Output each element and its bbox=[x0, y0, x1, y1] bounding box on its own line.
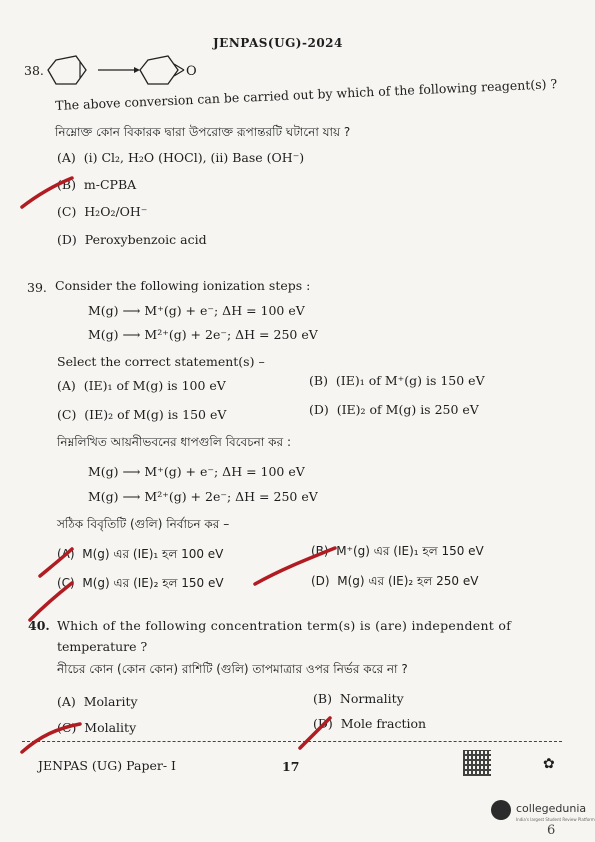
q39-option-d-label: (D) bbox=[309, 402, 329, 417]
q39-option-d-bn-text: M(g) এর (IE)₂ হল 250 eV bbox=[337, 574, 479, 588]
q39-option-b-bn-label: (B) bbox=[311, 544, 329, 558]
q39-option-b-text: (IE)₁ of M⁺(g) is 150 eV bbox=[335, 373, 485, 388]
q39-option-c-text: (IE)₂ of M(g) is 150 eV bbox=[84, 407, 227, 422]
pen-mark-q39-c bbox=[30, 583, 72, 620]
flower-icon: ✿ bbox=[543, 756, 555, 772]
q39-select-bn: সঠিক বিবৃতিটি (গুলি) নির্বাচন কর – bbox=[57, 517, 230, 531]
question-39-number: 39. bbox=[27, 280, 47, 295]
footer-page-number: 17 bbox=[282, 759, 300, 774]
question-39-text-en: Consider the following ionization steps : bbox=[55, 278, 311, 293]
footer-paper-label: JENPAS (UG) Paper- I bbox=[38, 758, 176, 773]
watermark-page-mark: 6 bbox=[547, 823, 556, 838]
question-38-number: 38. bbox=[24, 63, 44, 78]
q40-option-b-label: (B) bbox=[313, 691, 332, 706]
page-header-title: JENPAS(UG)-2024 bbox=[213, 36, 343, 50]
q39-option-a-bn-label: (A) bbox=[57, 547, 75, 561]
question-40-text-en-line1: Which of the following concentration term(s) is (are) independent of bbox=[57, 618, 512, 633]
q40-option-d-label: (D) bbox=[313, 716, 333, 731]
q38-option-a-label: (A) bbox=[57, 150, 76, 165]
q38-option-b-text: m-CPBA bbox=[83, 177, 137, 192]
question-40-number: 40. bbox=[28, 618, 50, 633]
q38-option-d-label: (D) bbox=[57, 232, 77, 247]
q38-option-b-label: (B) bbox=[57, 177, 76, 192]
q39-option-c-bn-label: (C) bbox=[57, 576, 75, 590]
q40-option-a-text: Molarity bbox=[83, 694, 138, 709]
pen-mark-q38-b bbox=[22, 178, 72, 207]
q39-option-c-label: (C) bbox=[57, 407, 77, 422]
q39-option-d-bn-label: (D) bbox=[311, 574, 330, 588]
q39-option-b-bn-text: M⁺(g) এর (IE)₁ হল 150 eV bbox=[336, 544, 484, 558]
pen-mark-q39-b bbox=[255, 548, 335, 584]
epoxide-oxygen-label: O bbox=[186, 64, 197, 79]
pen-mark-q39-a bbox=[40, 549, 72, 576]
question-38-text-en: The above conversion can be carried out by which of the following reagent(s) ? bbox=[55, 76, 558, 113]
q39-step-1-en: M(g) ⟶ M⁺(g) + e⁻; ΔH = 100 eV bbox=[88, 303, 305, 318]
pen-mark-q40-d bbox=[300, 718, 330, 748]
q38-option-d-text: Peroxybenzoic acid bbox=[84, 232, 207, 247]
q38-option-c-text: H₂O₂/OH⁻ bbox=[84, 204, 148, 219]
q39-step-2-en: M(g) ⟶ M²⁺(g) + 2e⁻; ΔH = 250 eV bbox=[88, 327, 318, 342]
q39-step-1-bn: M(g) ⟶ M⁺(g) + e⁻; ΔH = 100 eV bbox=[88, 464, 305, 479]
watermark-tagline: India's largest Student Review Platform bbox=[516, 817, 595, 822]
q39-option-a-text: (IE)₁ of M(g) is 100 eV bbox=[83, 378, 226, 393]
q40-option-c-label: (C) bbox=[57, 720, 77, 735]
q38-option-c-label: (C) bbox=[57, 204, 77, 219]
q40-option-d-text: Mole fraction bbox=[340, 716, 427, 731]
q39-option-b-label: (B) bbox=[309, 373, 328, 388]
q39-step-2-bn: M(g) ⟶ M²⁺(g) + 2e⁻; ΔH = 250 eV bbox=[88, 489, 318, 504]
q40-option-a-label: (A) bbox=[57, 694, 76, 709]
question-40-text-bn: নীচের কোন (কোন কোন) রাশিটি (গুলি) তাপমাত্রার ওপর নির্ভর করে না ? bbox=[57, 662, 408, 676]
q39-option-a-bn-text: M(g) এর (IE)₁ হল 100 eV bbox=[82, 547, 224, 561]
question-38-text-bn: নিম্নোক্ত কোন বিকারক দ্বারা উপরোক্ত রূপান্তরটি ঘটানো যায় ? bbox=[55, 125, 351, 139]
question-40-text-en-line2: temperature ? bbox=[57, 639, 148, 654]
q40-option-c-text: Molality bbox=[84, 720, 137, 735]
q38-option-a-text: (i) Cl₂, H₂O (HOCl), (ii) Base (OH⁻) bbox=[83, 150, 305, 165]
pen-mark-q40-c bbox=[22, 724, 80, 752]
q39-option-d-text: (IE)₂ of M(g) is 250 eV bbox=[336, 402, 479, 417]
q39-option-c-bn-text: M(g) এর (IE)₂ হল 150 eV bbox=[82, 576, 224, 590]
question-39-text-bn: নিম্নলিখিত আয়নীভবনের ধাপগুলি বিবেচনা কর : bbox=[57, 435, 291, 449]
watermark-brand: collegedunia bbox=[516, 802, 587, 815]
q39-select-en: Select the correct statement(s) – bbox=[57, 354, 265, 369]
q39-option-a-label: (A) bbox=[57, 378, 76, 393]
q40-option-b-text: Normality bbox=[339, 691, 404, 706]
